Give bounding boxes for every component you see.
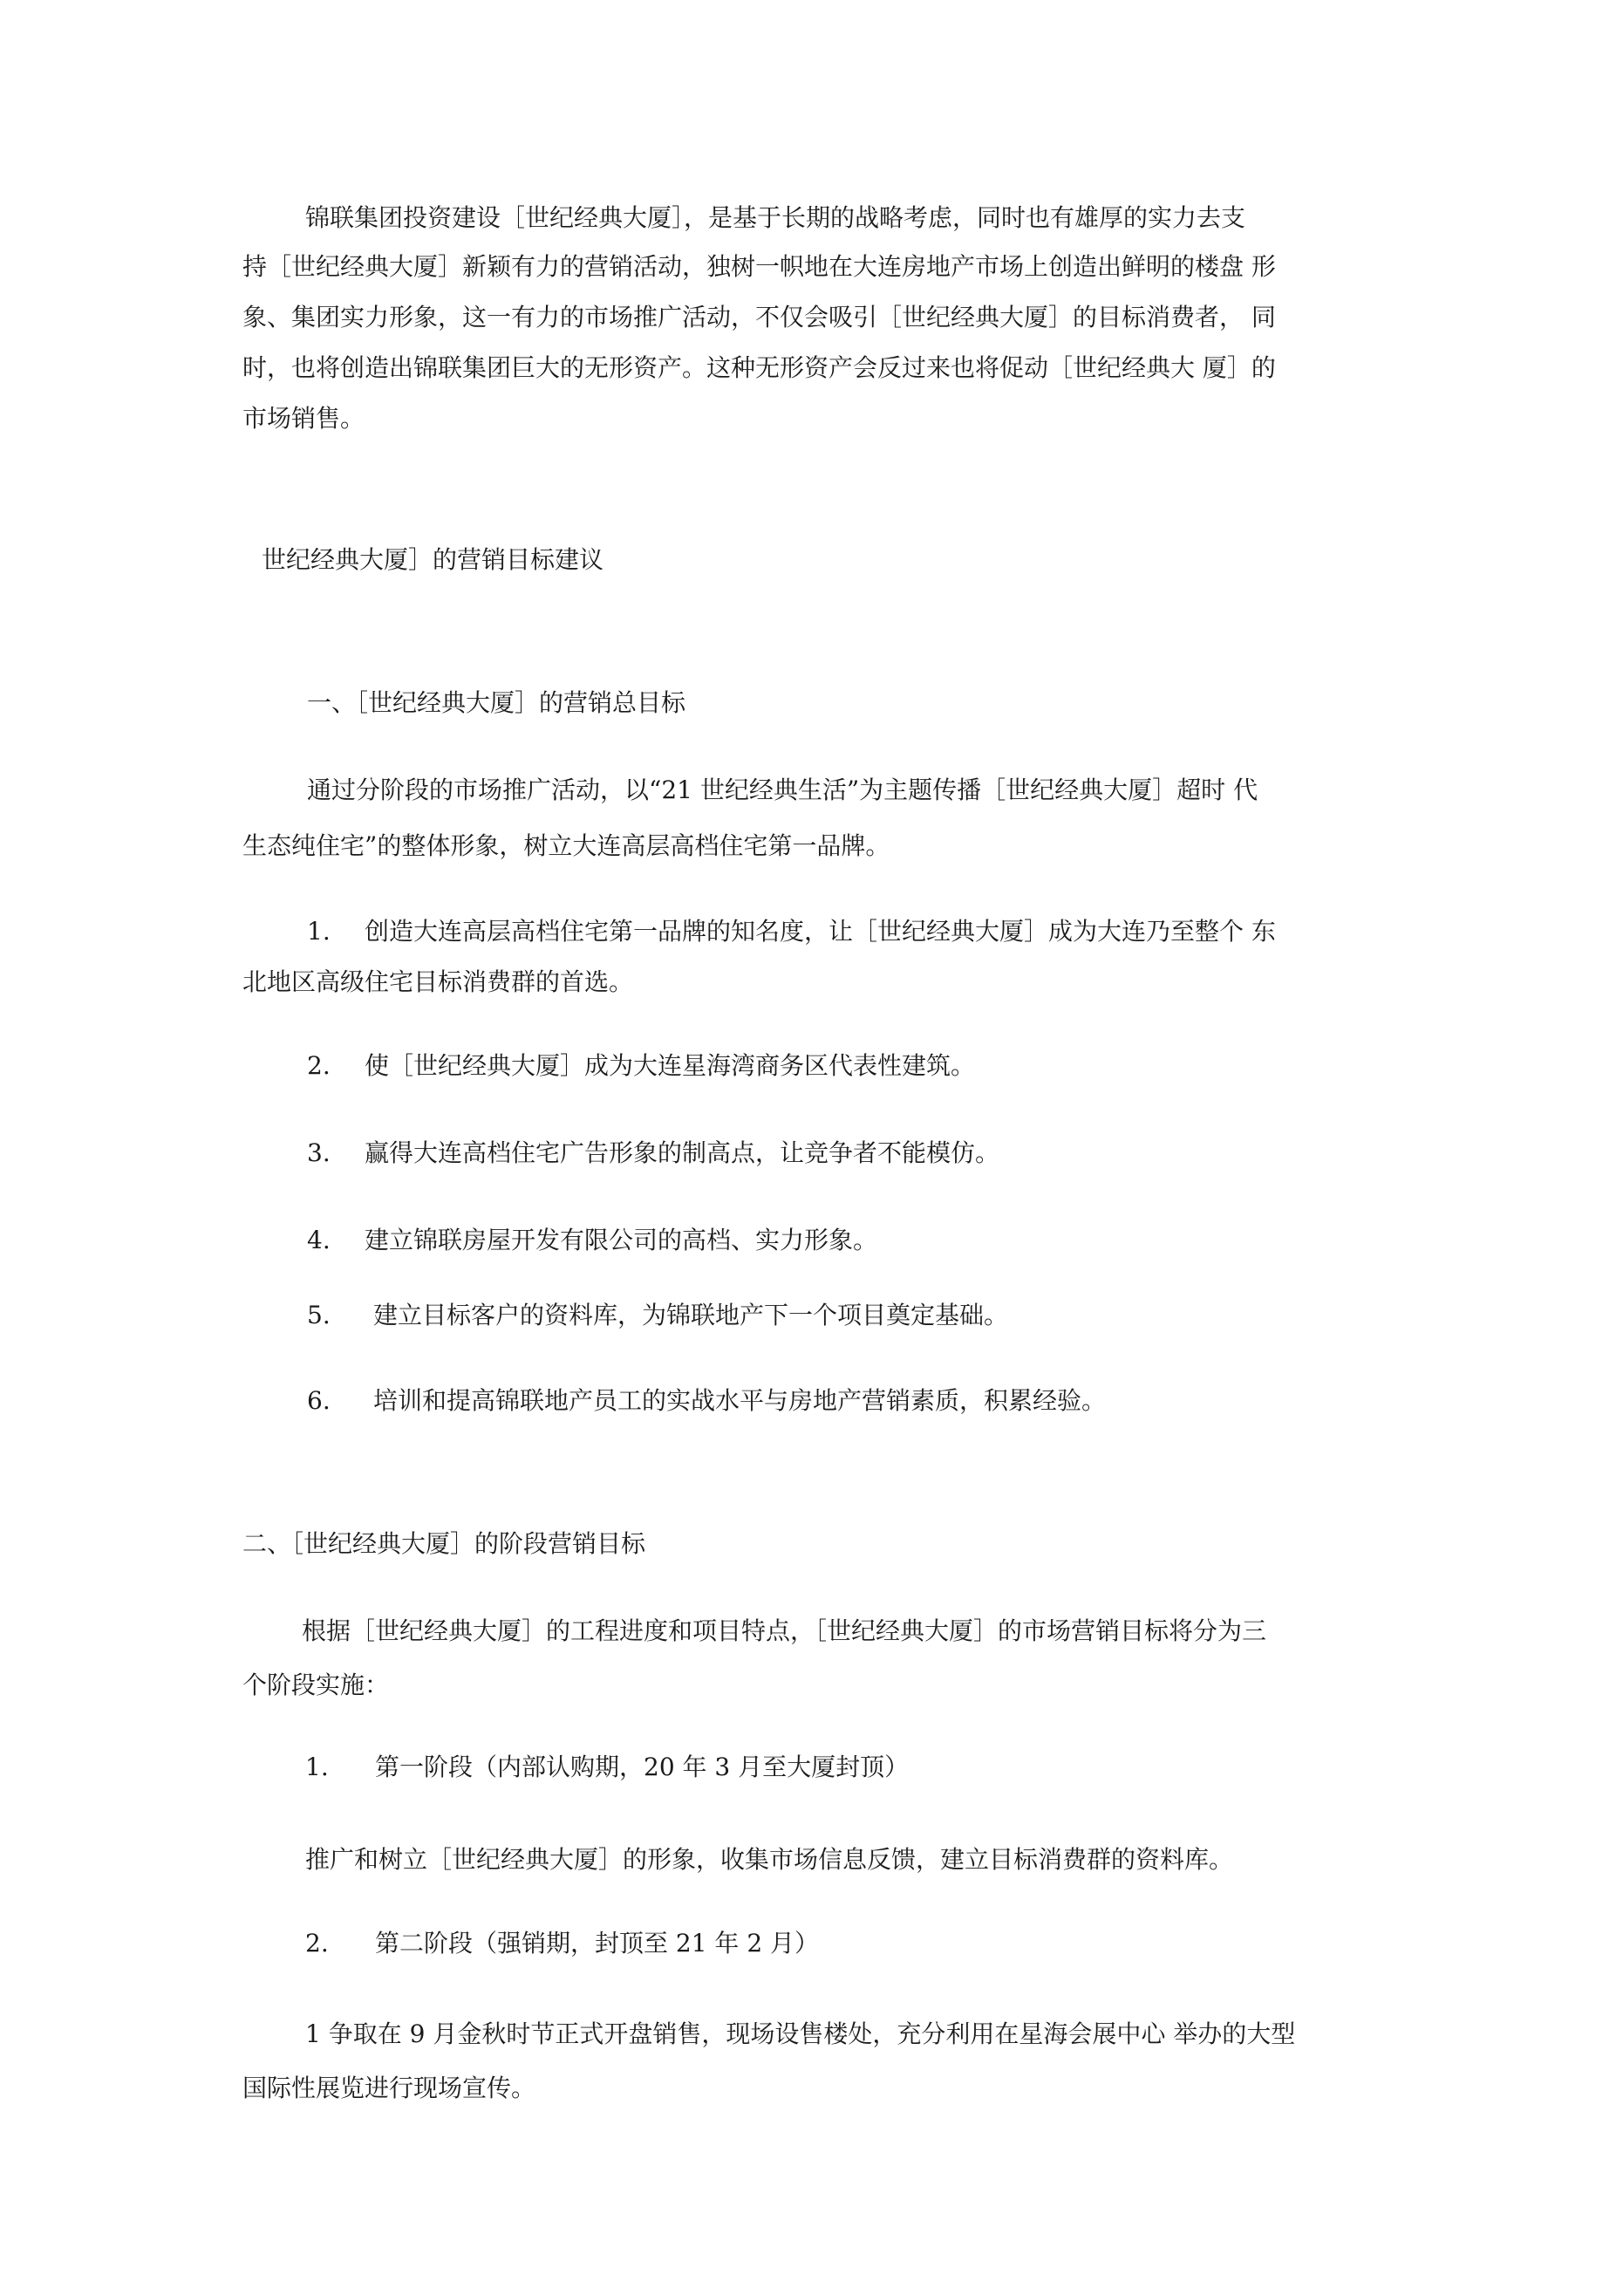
intro-line-3: 象、集团实力形象，这一有力的市场推广活动，不仅会吸引［世纪经典大厦］的目标消费者， 同: [242, 303, 1276, 331]
stage-2-description-line-2: 国际性展览进行现场宣传。: [242, 2074, 536, 2102]
stage-2-description-line-1: 1 争取在 9 月金秋时节正式开盘销售，现场设售楼处，充分利用在星海会展中心 举办的大型: [305, 2019, 1296, 2048]
intro-line-4: 时，也将创造出锦联集团巨大的无形资产。这种无形资产会反过来也将促动［世纪经典大 厦］的: [242, 353, 1276, 382]
goal-item-1-cont: 北地区高级住宅目标消费群的首选。: [242, 967, 634, 996]
goal-item-2: [307, 1047, 975, 1085]
part2-para-line-1: 根据［世纪经典大厦］的工程进度和项目特点，［世纪经典大厦］的市场营销目标将分为三: [302, 1616, 1267, 1645]
part2-heading: 二、［世纪经典大厦］的阶段营销目标: [242, 1529, 646, 1558]
goal-item-number: 4.: [307, 1226, 331, 1254]
stage-1-description: 推广和树立［世纪经典大厦］的形象，收集市场信息反馈，建立目标消费群的资料库。: [305, 1845, 1234, 1874]
stage-2-title: [305, 1924, 819, 1963]
goal-item-number: 6.: [307, 1386, 331, 1415]
intro-line-5: 市场销售。: [242, 404, 365, 433]
stage-number: 1.: [305, 1753, 329, 1781]
section-title: 世纪经典大厦］的营销目标建议: [262, 545, 604, 574]
goal-item-text: 使［世纪经典大厦］成为大连星海湾商务区代表性建筑。: [365, 1051, 976, 1080]
stage-1-title: [305, 1748, 909, 1787]
goal-item-text: 建立锦联房屋开发有限公司的高档、实力形象。: [365, 1226, 878, 1254]
part1-para-line-1: 通过分阶段的市场推广活动，以“21 世纪经典生活”为主题传播［世纪经典大厦］超时 代: [307, 776, 1258, 804]
part1-para-line-2: 生态纯住宅”的整体形象，树立大连高层高档住宅第一品牌。: [242, 831, 890, 860]
goal-item-number: 5.: [307, 1301, 331, 1329]
goal-item-4: [307, 1221, 877, 1260]
goal-item-3: [307, 1134, 999, 1172]
goal-item-text: 建立目标客户的资料库，为锦联地产下一个项目奠定基础。: [373, 1301, 1009, 1329]
goal-item-number: 1.: [307, 917, 331, 946]
intro-line-1: 锦联集团投资建设［世纪经典大厦］，是基于长期的战略考虑，同时也有雄厚的实力去支: [305, 203, 1246, 232]
goal-item-number: 3.: [307, 1138, 331, 1167]
goal-item-6: [307, 1382, 1106, 1420]
goal-item-text: 赢得大连高档住宅广告形象的制高点，让竞争者不能模仿。: [365, 1138, 1000, 1167]
part2-para-line-2: 个阶段实施：: [242, 1671, 390, 1699]
goal-item-number: 2.: [307, 1051, 331, 1080]
stage-title-text: 第二阶段（强销期，封顶至 21 年 2 月）: [375, 1929, 820, 1958]
stage-title-text: 第一阶段（内部认购期，20 年 3 月至大厦封顶）: [375, 1753, 910, 1781]
goal-item-1: [307, 912, 1276, 951]
goal-item-5: [307, 1296, 1008, 1335]
intro-line-2: 持［世纪经典大厦］新颖有力的营销活动，独树一帜地在大连房地产市场上创造出鲜明的楼盘 形: [242, 252, 1276, 281]
stage-number: 2.: [305, 1929, 329, 1958]
goal-item-text: 培训和提高锦联地产员工的实战水平与房地产营销素质，积累经验。: [373, 1386, 1107, 1415]
part1-heading: 一、［世纪经典大厦］的营销总目标: [307, 688, 686, 717]
goal-item-text: 创造大连高层高档住宅第一品牌的知名度，让［世纪经典大厦］成为大连乃至整个 东: [365, 917, 1276, 946]
